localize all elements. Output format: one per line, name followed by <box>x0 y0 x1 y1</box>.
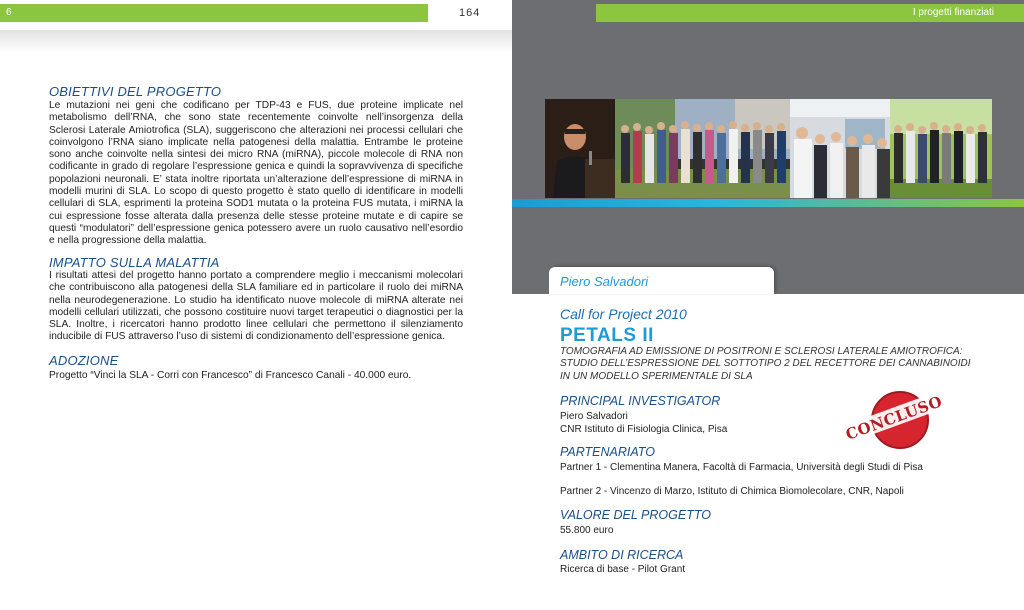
group-photo-lab <box>790 99 890 198</box>
left-header-shade <box>0 30 512 54</box>
pi-heading: PRINCIPAL INVESTIGATOR <box>560 394 721 408</box>
obiettivi-heading: OBIETTIVI DEL PROGETTO <box>49 84 222 99</box>
speaker-photo <box>545 99 615 198</box>
pi-name: Piero Salvadori <box>560 411 628 422</box>
left-page-label: 6 <box>6 7 12 18</box>
project-description: TOMOGRAFIA AD EMISSIONE DI POSITRONI E SCLEROSI LATERALE AMIOTROFICA: STUDIO DELL’ESPRESSIONE DEL SOTTOTIPO 2 DEL RECETTORE DEI CANNABINOIDI IN UN MODELLO SPERIMENTALE DI SLA <box>560 346 971 382</box>
partner-heading: PARTENARIATO <box>560 445 655 459</box>
author-name: Piero Salvadori <box>560 274 649 289</box>
valore-heading: VALORE DEL PROGETTO <box>560 508 711 522</box>
blue-green-band <box>512 199 1024 207</box>
call-title: Call for Project 2010 <box>560 306 687 322</box>
impatto-text: I risultati attesi del progetto hanno portato a comprendere meglio i meccanismi molecolari che contribuiscono alla patogenesi della SLA familiare ed in particolare il ruolo dei miRNA nella neurodegenerazione. Lo studio ha identificato nuove molecole di miRNA alterate nei modelli cellulari utilizzati, che possono costituire nuovi target terapeutici o diagnostici per la SLA. Inoltre, i ricercatori hanno prodotto linee cellulari che permettono il silenziamento inducibile di FUS attraverso l’uso di sistemi di condizionamento dell’espressione genica. <box>49 270 463 343</box>
ambito-heading: AMBITO DI RICERCA <box>560 548 684 562</box>
valore-amount: 55.800 euro <box>560 525 614 536</box>
impatto-heading: IMPATTO SULLA MALATTIA <box>49 255 220 270</box>
partner-1: Partner 1 - Clementina Manera, Facoltà di Farmacia, Università degli Studi di Pisa <box>560 462 923 473</box>
ambito-text: Ricerca di base - Pilot Grant <box>560 564 686 575</box>
left-header-bar <box>0 4 428 22</box>
adozione-text: Progetto “Vinci la SLA - Corri con Francesco” di Francesco Canali - 40.000 euro. <box>49 370 412 381</box>
svg-text:CONCLUSO: CONCLUSO <box>843 392 945 444</box>
section-label: I progetti finanziati <box>912 7 994 18</box>
project-name: PETALS II <box>560 325 654 346</box>
concluso-stamp <box>843 386 945 450</box>
pi-affiliation: CNR Istituto di Fisiologia Clinica, Pisa <box>560 424 728 435</box>
group-photo-outdoor <box>615 99 790 198</box>
group-photo-garden <box>890 99 992 198</box>
partner-2: Partner 2 - Vincenzo di Marzo, Istituto di Chimica Biomolecolare, CNR, Napoli <box>560 486 904 497</box>
page-number: 164 <box>459 7 481 19</box>
obiettivi-text: Le mutazioni nei geni che codificano per TDP-43 e FUS, due proteine implicate nel metabolismo dell’RNA, che sono state recentemente coinvolte nell’insorgenza della Sclerosi Laterale Amiotrofica (SLA), suggeriscono che alterazioni nei processi cellulari che coinvolgono l’RNA siano implicate nella patogenesi della malattia. Entrambe le proteine sono anche coinvolte nella sintesi dei micro RNA (miRNA), piccole molecole di RNA non codificante in grado di regolare l’espressione genica e quindi la sopravvivenza di specifiche popolazioni neuronali. E’ stata inoltre riportata un’alterazione dell’espressione di miRNA in modelli murini di SLA. Lo scopo di questo progetto è stato quello di identificare in modelli cellulari di SLA, esprimenti la proteina SOD1 mutata o la proteina FUS mutata, i miRNA la cui espressione fosse alterata dalla presenza delle stesse proteine mutate e di capire se questi “modulatori” dell’espressione genica potessero avere un ruolo causativo nell’esordio e nella progressione della malattia. <box>49 100 463 247</box>
team-photo-strip <box>545 99 992 198</box>
adozione-heading: ADOZIONE <box>49 353 119 368</box>
